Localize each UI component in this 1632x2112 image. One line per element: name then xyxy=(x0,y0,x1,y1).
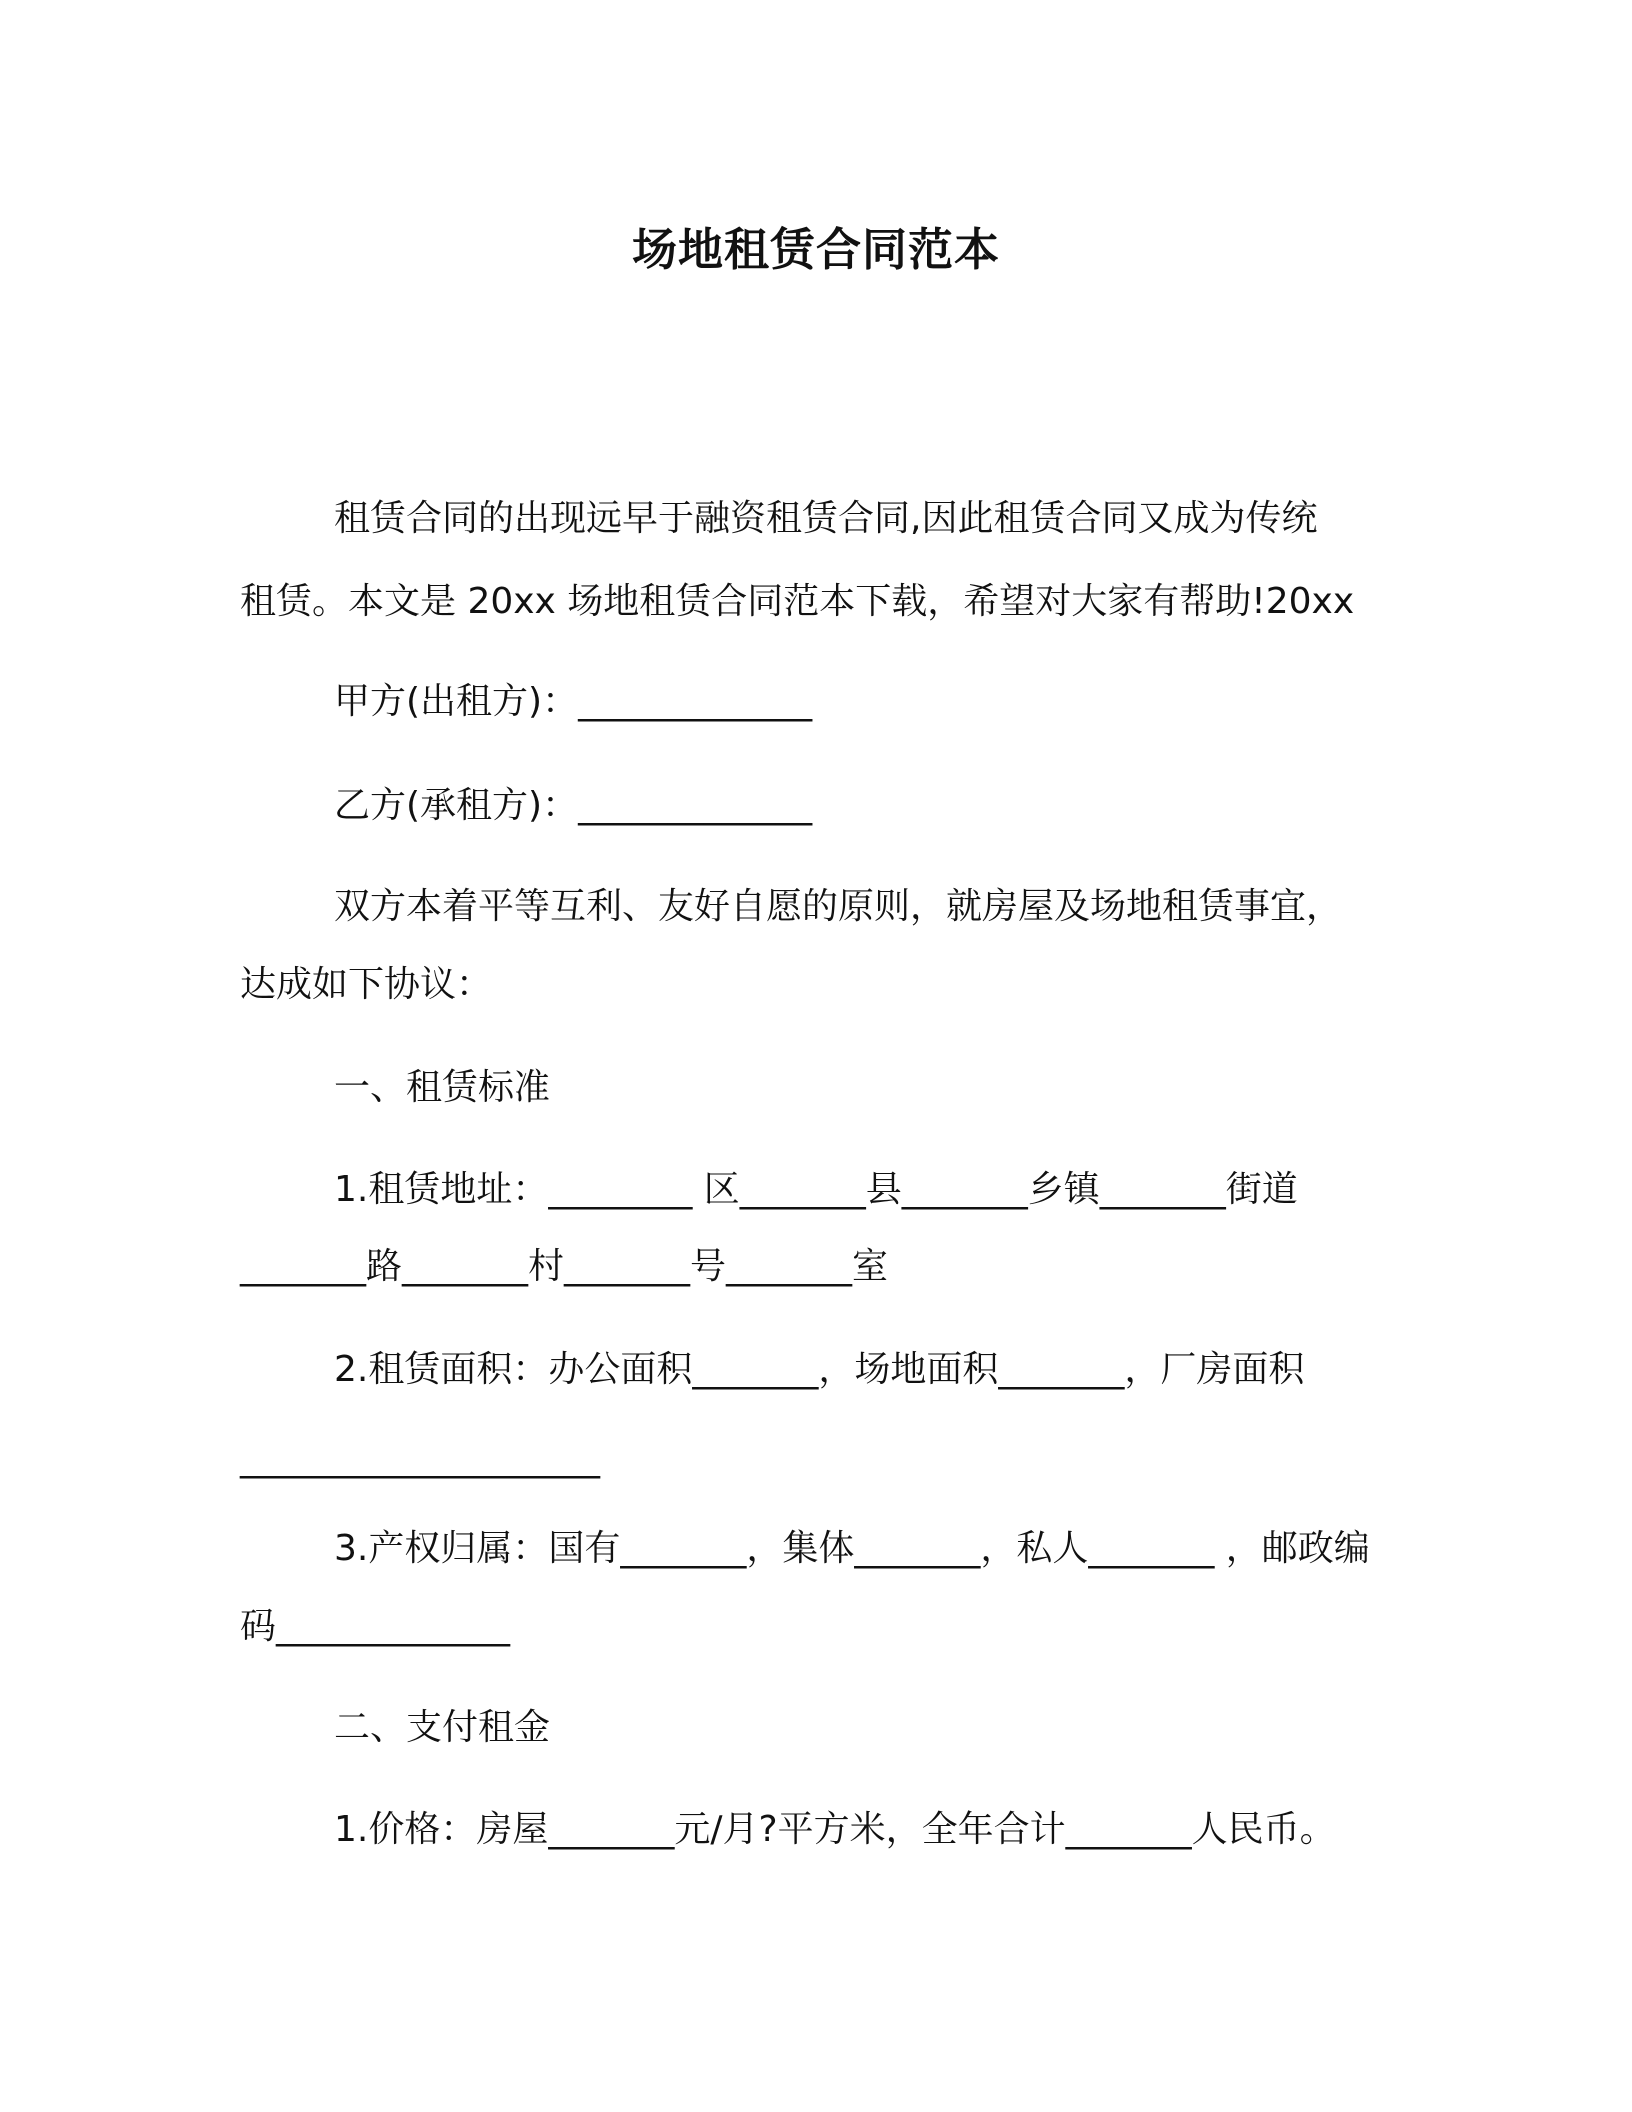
party-a-line: 甲方(出租方)：_____________ xyxy=(334,681,813,722)
clause-2-line-2: ____________________ xyxy=(240,1438,600,1479)
price-clause-line: 1.价格：房屋_______元/月?平方米，全年合计_______人民币。 xyxy=(334,1809,1336,1850)
section-heading-2: 二、支付租金 xyxy=(334,1707,551,1748)
paragraph-agreement-line-1: 双方本着平等互利、友好自愿的原则，就房屋及场地租赁事宜， xyxy=(334,886,1343,927)
document-title: 场地租赁合同范本 xyxy=(631,223,1000,276)
paragraph-intro-line-2: 租赁。本文是 20xx 场地租赁合同范本下载，希望对大家有帮助!20xx xyxy=(240,581,1355,622)
clause-1-line-1: 1.租赁地址：________ 区_______县_______乡镇_______街道 xyxy=(334,1169,1298,1210)
clause-3-line-2: 码_____________ xyxy=(240,1606,510,1647)
clause-3-line-1: 3.产权归属：国有_______，集体_______，私人_______ ，邮政编 xyxy=(334,1528,1370,1569)
clause-1-line-2: _______路_______村_______号_______室 xyxy=(240,1246,888,1287)
clause-2-line-1: 2.租赁面积：办公面积_______，场地面积_______，厂房面积 xyxy=(334,1349,1305,1390)
party-b-line: 乙方(承租方)：_____________ xyxy=(334,785,813,826)
section-heading-1: 一、租赁标准 xyxy=(334,1067,551,1108)
paragraph-agreement-line-2: 达成如下协议： xyxy=(240,964,493,1005)
paragraph-intro-line-1: 租赁合同的出现远早于融资租赁合同,因此租赁合同又成为传统 xyxy=(334,498,1318,539)
